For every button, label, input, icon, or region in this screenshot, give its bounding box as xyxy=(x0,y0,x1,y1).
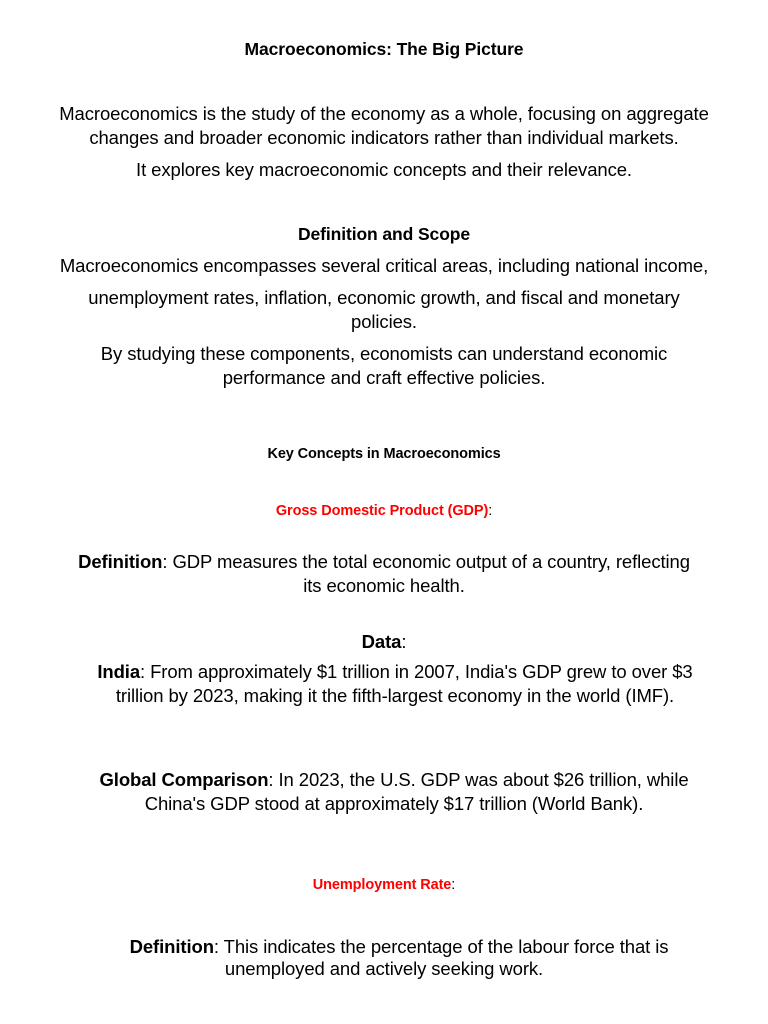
gdp-definition-text: : GDP measures the total economic output of a country, reflecting xyxy=(162,551,690,572)
gdp-data-heading xyxy=(0,630,768,654)
scope-line-4: By studying these components, economists can understand economic xyxy=(100,343,668,364)
scope-line-5: performance and craft effective policies. xyxy=(222,367,546,388)
gdp-definition-label: Definition xyxy=(78,551,163,572)
unemployment-definition-text: : This indicates the percentage of the labour force that is xyxy=(213,936,669,957)
gdp-global-text: : In 2023, the U.S. GDP was about $26 trillion, while xyxy=(268,769,689,790)
gdp-global-line-2: China's GDP stood at approximately $17 trillion (World Bank). xyxy=(144,793,644,814)
unemployment-heading xyxy=(0,873,768,897)
intro-line-2: changes and broader economic indicators rather than individual markets. xyxy=(89,127,679,148)
unemployment-heading-text: Unemployment Rate xyxy=(312,877,452,893)
gdp-data-label: Data xyxy=(361,631,402,652)
page-title: Macroeconomics: The Big Picture xyxy=(244,39,524,59)
gdp-heading-suffix: : xyxy=(488,503,493,519)
scope-line-1: Macroeconomics encompasses several critical areas, including national income, xyxy=(59,255,709,276)
gdp-global-label: Global Comparison xyxy=(99,769,269,790)
scope-line-2: unemployment rates, inflation, economic growth, and fiscal and monetary xyxy=(88,287,680,308)
unemployment-definition-line-1 xyxy=(0,935,768,959)
intro-line-3: It explores key macroeconomic concepts and their relevance. xyxy=(136,159,632,180)
gdp-india-text: : From approximately $1 trillion in 2007, India's GDP grew to over $3 xyxy=(140,661,693,682)
gdp-definition-line-2: its economic health. xyxy=(303,575,465,596)
unemployment-definition-line-2: unemployed and actively seeking work. xyxy=(224,958,544,979)
scope-line-3: policies. xyxy=(351,311,417,332)
gdp-data-suffix: : xyxy=(401,631,407,652)
scope-heading: Definition and Scope xyxy=(297,224,471,244)
gdp-heading-text: Gross Domestic Product (GDP) xyxy=(275,503,489,519)
gdp-global-line-1 xyxy=(0,768,768,792)
gdp-india-label: India xyxy=(97,661,141,682)
unemployment-heading-suffix: : xyxy=(451,877,456,893)
gdp-definition-line-1 xyxy=(0,550,768,574)
key-concepts-heading: Key Concepts in Macroeconomics xyxy=(267,446,501,462)
gdp-heading xyxy=(0,499,768,523)
unemployment-definition-label: Definition xyxy=(129,936,214,957)
gdp-india-line-1 xyxy=(0,660,768,684)
intro-line-1: Macroeconomics is the study of the economy as a whole, focusing on aggregate xyxy=(59,103,709,124)
gdp-india-line-2: trillion by 2023, making it the fifth-largest economy in the world (IMF). xyxy=(115,685,675,706)
